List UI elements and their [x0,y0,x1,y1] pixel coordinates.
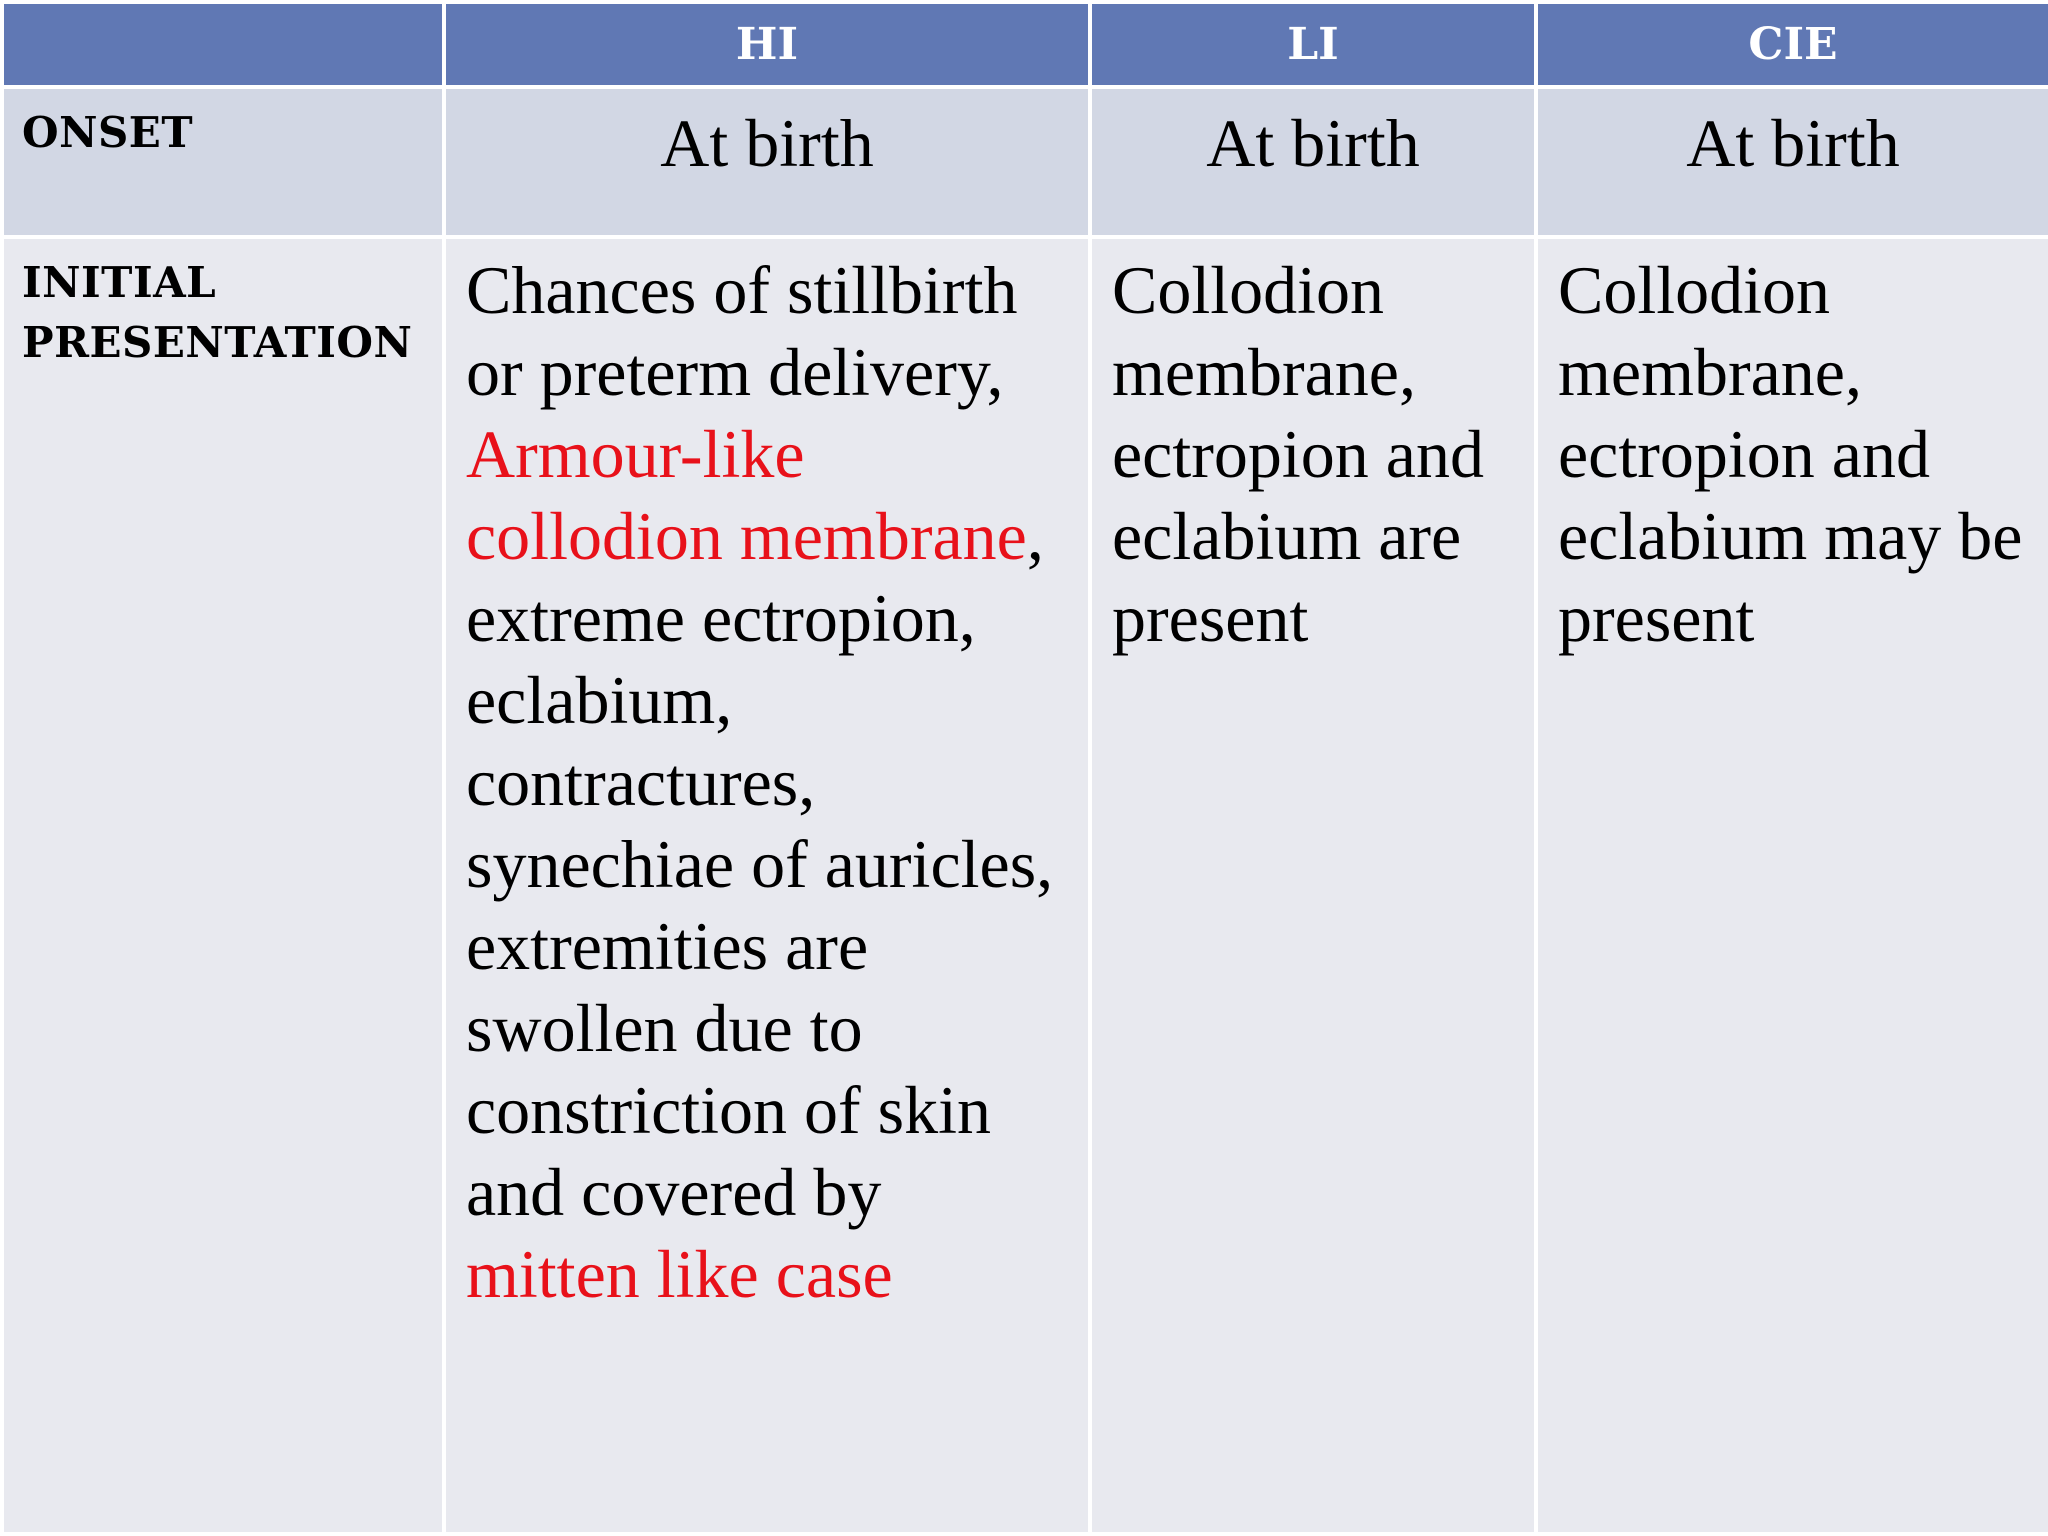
row-label-line-1: INITIAL [22,258,217,307]
hi-text-highlight-collodion: Armour-like collodion membrane [466,416,1027,574]
onset-hi-cell: At birth [444,87,1090,237]
header-row [2,2,2048,87]
row-label-onset: ONSET [2,87,444,237]
hi-text-highlight-mitten: mitten like case [466,1236,893,1312]
hi-text-part-3: , extreme ectropion, eclabium, contractures, synechiae of auricles, extremities are swollen due to constriction of skin and covered by [466,498,1054,1230]
table-row-initial-presentation [2,237,2048,1534]
hi-text-part-1: Chances of stillbirth or preterm delivery, [466,252,1018,410]
header-cie: CIE [1536,2,2048,87]
onset-li-cell: At birth [1090,87,1536,237]
onset-cie-cell: At birth [1536,87,2048,237]
row-label-line-2: PRESENTATION [22,318,413,367]
initial-li-cell: Collodion membrane, ectropion and eclabium are present [1090,237,1536,1534]
header-hi: HI [444,2,1090,87]
initial-hi-cell [444,237,1090,1534]
header-empty-cell [2,2,444,87]
table-row-onset [2,87,2048,237]
initial-cie-cell: Collodion membrane, ectropion and eclabium may be present [1536,237,2048,1534]
row-label-initial-presentation [2,237,444,1534]
header-li: LI [1090,2,1536,87]
